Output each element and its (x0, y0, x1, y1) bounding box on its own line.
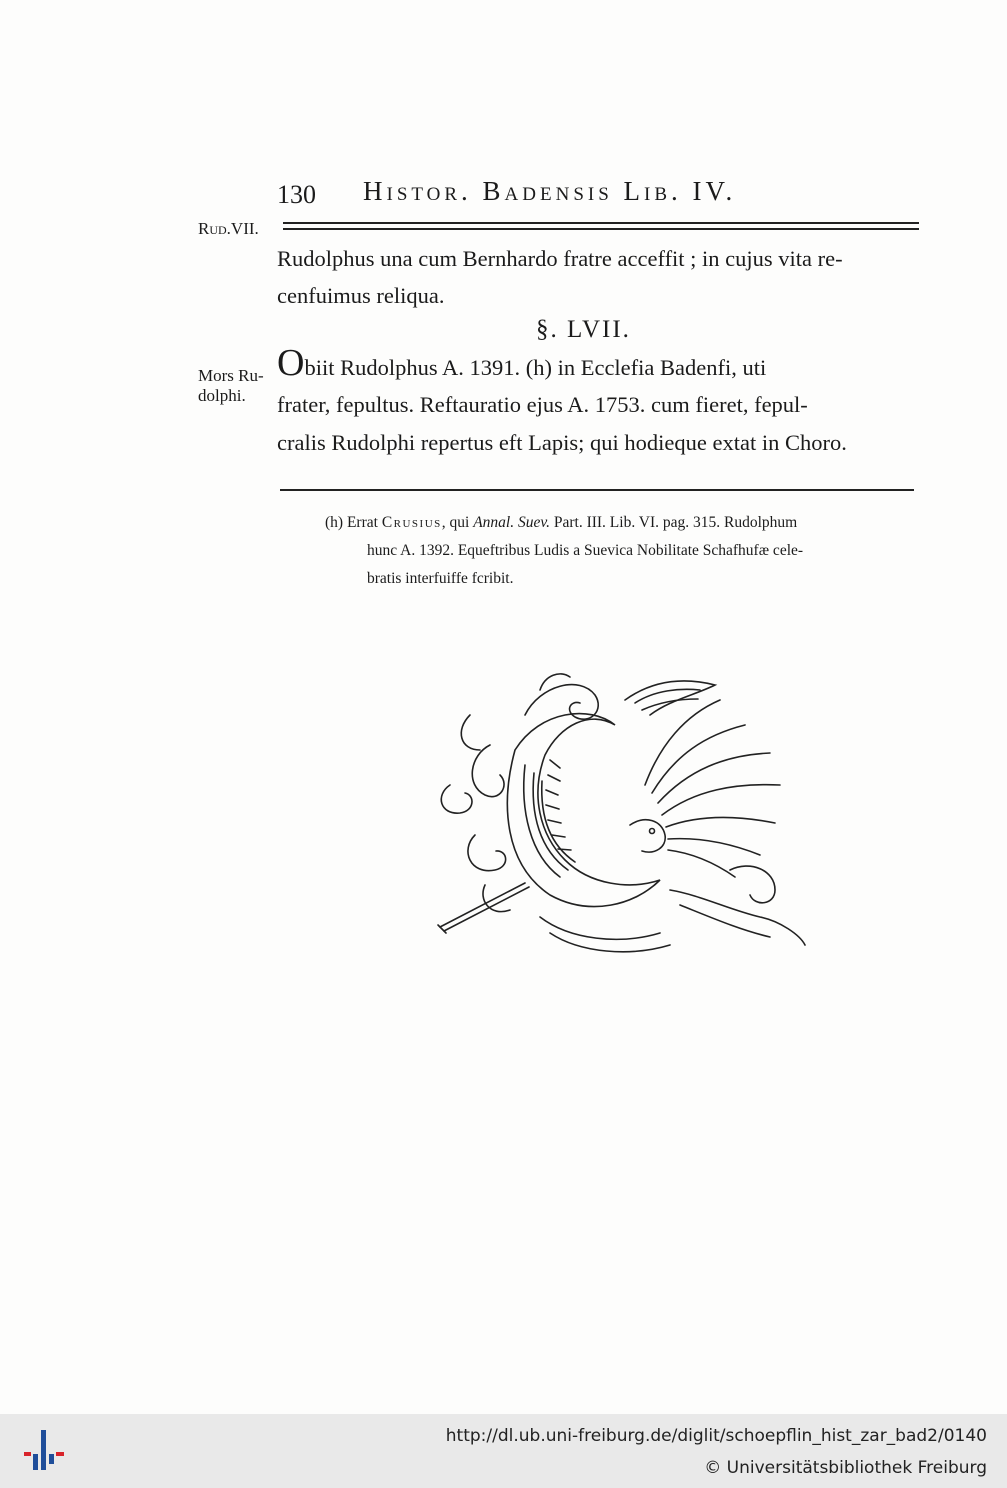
running-head (277, 176, 917, 210)
footnote-author: Crusius (381, 514, 442, 531)
margin-note-mors-line2: dolphi. (198, 386, 246, 405)
body-line-1: Rudolphus una cum Bernhardo fratre acceffit ; in cujus vita re- (277, 246, 843, 271)
footnote-text: Part. III. Lib. VI. pag. 315. Rudolphum (549, 514, 798, 531)
footnote-text: , qui (441, 514, 474, 531)
footnote-rule (280, 489, 914, 491)
body-line-4: frater, fepultus. Reftauratio ejus A. 1753. cum fieret, fepul- (277, 392, 808, 417)
viewer-footer-bar (0, 1414, 1007, 1488)
running-title: Histor. Badensis Lib. IV. (363, 176, 737, 206)
body-line-3 (277, 342, 767, 384)
header-double-rule (283, 222, 919, 230)
margin-note-rud: Rud.VII. (198, 219, 259, 238)
footnote-work: Annal. Suev. (473, 514, 550, 531)
footnote-marker: (h) (325, 514, 344, 531)
page-number: 130 (277, 180, 316, 209)
section-heading: §. LVII. (536, 316, 631, 343)
margin-note-mors-line1: Mors Ru- (198, 366, 264, 385)
body-line-3-text: biit Rudolphus A. 1391. (h) in Ecclefia Badenfi, uti (304, 355, 767, 380)
drop-cap: O (277, 342, 305, 384)
footnote-line-3: bratis interfuiffe fcribit. (367, 570, 514, 587)
copyright-notice: © Universitätsbibliothek Freiburg (704, 1458, 987, 1478)
page-url-link[interactable]: http://dl.ub.uni-freiburg.de/diglit/schoepflin_hist_zar_bad2/0140 (445, 1426, 987, 1446)
margin-note-mors (198, 366, 278, 406)
footnote-line-2: hunc A. 1392. Equeftribus Ludis a Suevica Nobilitate Schafhufæ cele- (367, 542, 804, 559)
body-line-2: cenfuimus reliqua. (277, 283, 445, 308)
body-line-5: cralis Rudolphi repertus eft Lapis; qui hodieque extat in Choro. (277, 430, 847, 455)
footnote-text: Errat (346, 514, 382, 531)
ub-freiburg-logo-icon (22, 1428, 66, 1474)
rococo-ornament-vignette (430, 655, 815, 975)
footnote-line-1 (325, 514, 797, 532)
